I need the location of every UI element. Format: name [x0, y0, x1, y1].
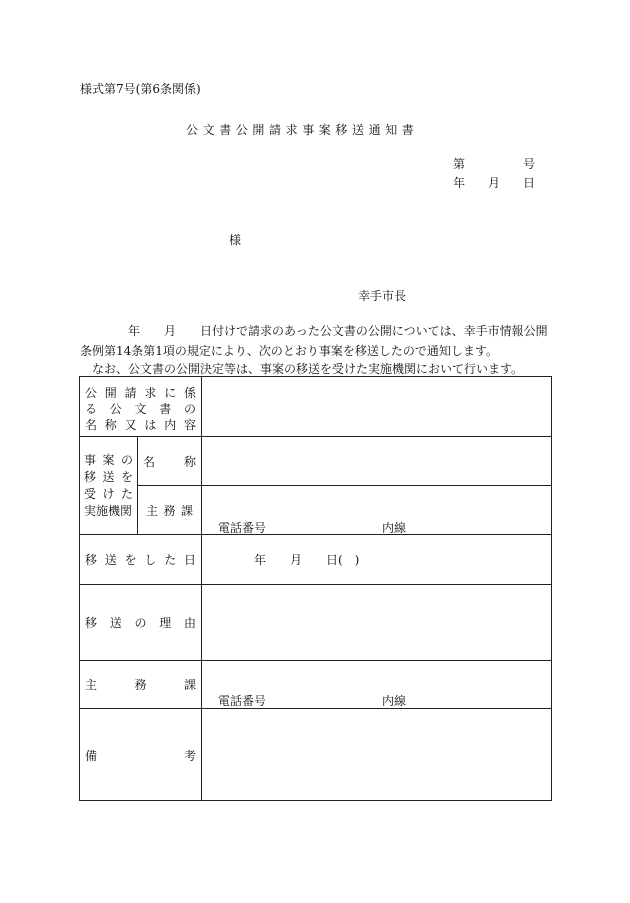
label-receiving-agency: 事 案 の 移 送 を 受 け た 実施機関 — [80, 437, 138, 535]
row-transfer-date — [80, 535, 552, 585]
sublabel-section: 主 務 課 — [138, 486, 202, 535]
body-text-line-1: 年 月 日付けで請求のあった公文書の公開については、幸手市情報公開 — [80, 324, 548, 338]
value-agency-section[interactable] — [202, 486, 552, 535]
value-agency-name[interactable] — [202, 437, 552, 486]
row-receiving-agency-section — [80, 486, 552, 535]
row-receiving-agency-name — [80, 437, 552, 486]
sublabel-name: 名 称 — [138, 437, 202, 486]
phone-label: 電話番号 — [218, 694, 267, 708]
doc-date-year: 年 — [453, 176, 466, 190]
document-date-line — [453, 174, 535, 191]
row-remarks — [80, 709, 552, 801]
extension-label: 内線 — [382, 694, 407, 708]
body-text-line-3: なお、公文書の公開決定等は、事案の移送を受けた実施機関において行います。 — [92, 362, 524, 376]
label-line: る 公 文 書 の — [85, 402, 196, 416]
extension-label: 内線 — [382, 521, 407, 535]
label-line: 公 開 請 求 に 係 — [85, 386, 196, 400]
label-transfer-reason: 移 送 の 理 由 — [80, 585, 202, 661]
document-number-line — [453, 155, 535, 172]
value-remarks[interactable] — [202, 709, 552, 801]
value-document-name[interactable] — [202, 377, 552, 437]
doc-date-day: 日 — [522, 176, 535, 190]
label-remarks: 備 考 — [80, 709, 202, 801]
transfer-date-text: 年 月 日( ) — [254, 553, 360, 567]
document-title: 公文書公開請求事案移送通知書 — [186, 123, 419, 137]
doc-number-prefix: 第 — [453, 157, 466, 171]
label-responsible-section: 主 務 課 — [80, 661, 202, 709]
value-responsible-section[interactable] — [202, 661, 552, 709]
value-transfer-reason[interactable] — [202, 585, 552, 661]
body-text-line-2: 条例第14条第1項の規定により、次のとおり事案を移送したので通知します。 — [80, 344, 498, 358]
value-transfer-date[interactable] — [202, 535, 552, 585]
phone-label: 電話番号 — [218, 521, 267, 535]
doc-number-suffix: 号 — [522, 157, 535, 171]
label-transfer-date: 移 送 を し た 日 — [80, 535, 202, 585]
label-line: 名 称 又 は 内 容 — [85, 418, 196, 432]
addressee-suffix: 様 — [229, 233, 242, 247]
row-transfer-reason — [80, 585, 552, 661]
label-document-name — [80, 377, 202, 437]
transfer-details-table — [79, 376, 552, 801]
form-number: 様式第7号(第6条関係) — [80, 82, 201, 96]
row-responsible-section — [80, 661, 552, 709]
sender-name: 幸手市長 — [358, 289, 407, 303]
row-document-name — [80, 377, 552, 437]
doc-date-month: 月 — [487, 176, 500, 190]
